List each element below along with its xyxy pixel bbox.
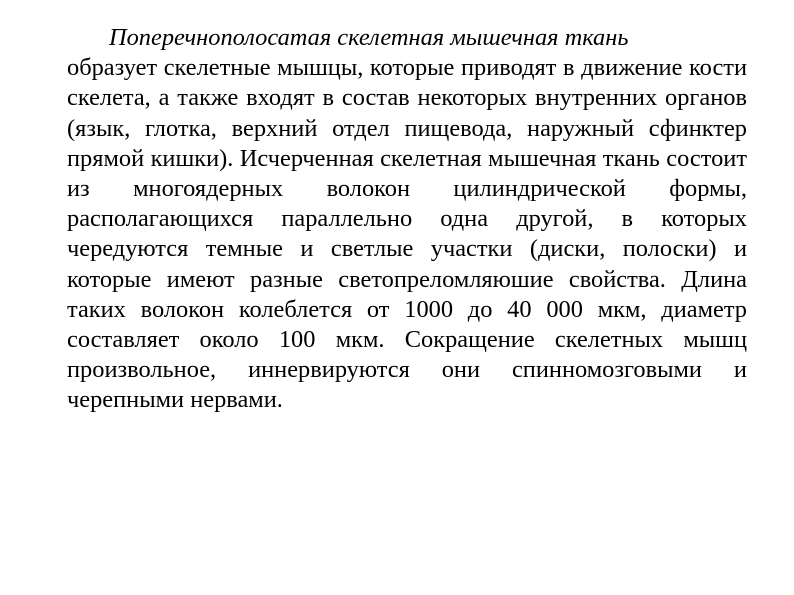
text-block [67, 23, 747, 416]
lead-phrase: Поперечнополосатая скелетная мышечная ткань [109, 24, 629, 51]
body-paragraph: образует скелетные мышцы, которые приводят в движение кости скелета, а также входят в состав некоторых внутренних органов (язык, глотка, верхний отдел пищевода, наружный сфинктер прямой кишки). Исчерченная скелетная мышечная ткань состоит из многоядерных волокон цилиндрической формы, располагающихся параллельно одна другой, в которых чередуются темные и светлые участки (диски, полоски) и которые имеют разные светопреломляюшие свойства. Длина таких волокон колеблется от 1000 до 40 000 мкм, диаметр составляет около 100 мкм. Сокращение скелетных мышц произвольное, иннервируются они спинномозговыми и черепными нервами. [67, 54, 747, 414]
